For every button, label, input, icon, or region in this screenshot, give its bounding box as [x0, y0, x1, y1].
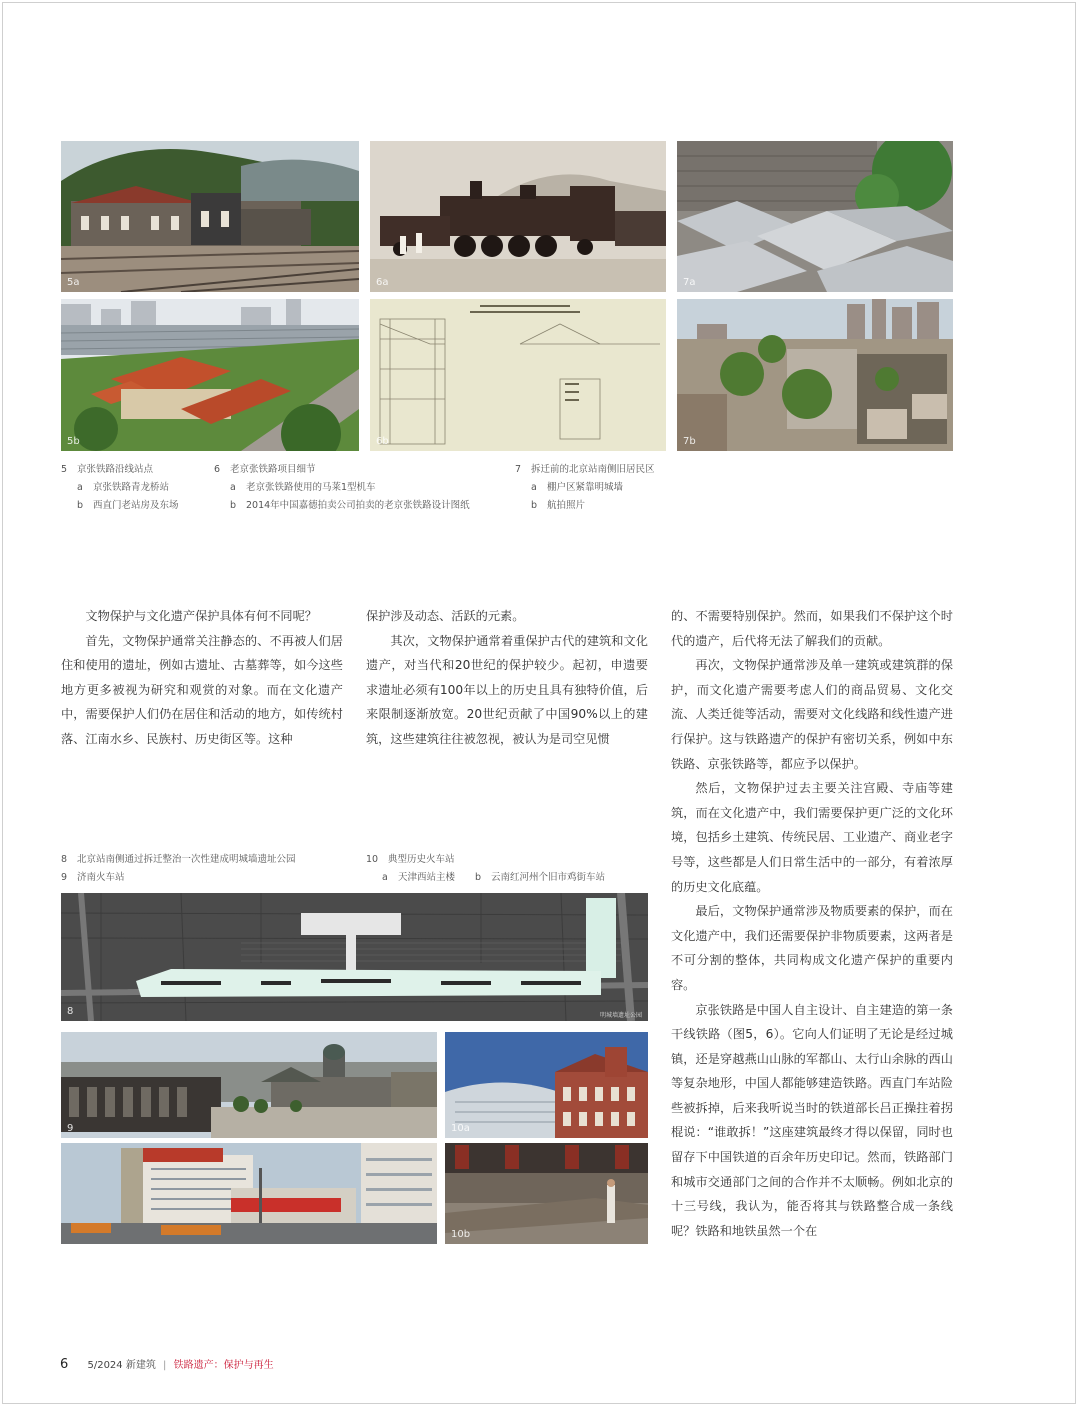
caption-title: 老京张铁路项目细节 [230, 464, 316, 475]
caption-title: 拆迁前的北京站南侧旧居民区 [531, 464, 655, 475]
footer-divider: | [163, 1360, 167, 1371]
paragraph: 京张铁路是中国人自主设计、自主建造的第一条干线铁路（图5，6）。它向人们证明了无论是经过城镇，还是穿越燕山山脉的军都山、太行山余脉的西山等复杂地形，中国人都能够建造铁路。西直门车站险些被拆掉，后来我听说当时的铁道部长吕正操拄着拐棍说：“谁敢拆！”这座建筑最终才得以保留，同时也留存下中国铁道的百余年历史印记。然而，铁路部门和城市交通部门之间的合作并不太顺畅。例如北京的十三号线，我认为，能否将其与铁路整合成一条线呢？铁路和地铁虽然一个在 [671, 1002, 953, 1238]
photo-7b-aerial [677, 299, 953, 451]
caption-title: 典型历史火车站 [388, 854, 455, 865]
paragraph: 的、不需要特别保护。然而，如果我们不保护这个时代的遗产，后代将无法了解我们的贡献。 [671, 609, 953, 648]
caption-6: 6 老京张铁路项目细节 a 老京张铁路使用的马莱1型机车 b 2014年中国嘉德拍卖公司拍卖的老京张铁路设计图纸 [214, 464, 470, 511]
section-title: 铁路遗产：保护与再生 [173, 1360, 274, 1371]
paragraph: 然后，文物保护过去主要关注宫殿、寺庙等建筑，而在文化遗产中，我们需要保护更广泛的文化环境，包括乡土建筑、传统民居、工业遗产、商业老字号等，这些都是人们日常生活中的一部分，有着浓厚的历史文化底蕴。 [671, 781, 953, 894]
caption-sub: 天津西站主楼 [398, 872, 456, 883]
photo-label: 6b [376, 436, 389, 447]
caption-5: 5 京张铁路沿线站点 a 京张铁路青龙桥站 b 西直门老站房及东场 [61, 464, 179, 511]
photo-10b-jijie-station [445, 1143, 648, 1244]
caption-8-9: 8 北京站南侧通过拆迁整治一次性建成明城墙遗址公园 9 济南火车站 [61, 854, 296, 883]
photo-label: 7a [683, 277, 696, 288]
photo-label: 7b [683, 436, 696, 447]
article-column-3 [671, 604, 953, 1243]
article-column-2 [366, 604, 648, 752]
caption-7: 7 拆迁前的北京站南侧旧居民区 a 棚户区紧靠明城墙 b 航拍照片 [515, 464, 655, 511]
caption-title: 济南火车站 [77, 872, 125, 883]
site-plan-map-8 [61, 893, 648, 1021]
map-note: 明城墙遗址公园 [599, 1012, 642, 1019]
issue-label: 5/2024 新建筑 [87, 1360, 156, 1371]
paragraph: 最后，文物保护通常涉及物质要素的保护，而在文化遗产中，我们还需要保护非物质要素，这两者是不可分割的整体，共同构成文化遗产保护的重要内容。 [671, 904, 953, 992]
caption-sub: 2014年中国嘉德拍卖公司拍卖的老京张铁路设计图纸 [246, 500, 470, 511]
photo-10a-tianjin-west [445, 1032, 648, 1138]
photo-label: 8 [67, 1006, 74, 1017]
photo-9-jinan-station-new [61, 1143, 437, 1244]
article-column-1 [61, 604, 343, 752]
photo-6a-mallet-locomotive [370, 141, 666, 292]
photo-label: 10a [451, 1123, 470, 1134]
paragraph: 文物保护与文化遗产保护具体有何不同呢？ [85, 609, 317, 623]
paragraph: 其次，文物保护通常着重保护古代的建筑和文化遗产，对当代和20世纪的保护较少。起初，申遗要求遗址必须有100年以上的历史且具有独特价值，后来限制逐渐放宽。20世纪贡献了中国90%以上的建筑，这些建筑往往被忽视，被认为是司空见惯 [366, 633, 648, 746]
paragraph: 保护涉及动态、活跃的元素。 [366, 609, 525, 623]
photo-5a-qinglongqiao-station [61, 141, 359, 292]
photo-label: 6a [376, 277, 389, 288]
photo-label: 10b [451, 1229, 471, 1240]
caption-sub: 航拍照片 [547, 500, 586, 511]
caption-sub: 老京张铁路使用的马莱1型机车 [246, 482, 376, 493]
photo-9-jinan-station-old [61, 1032, 437, 1138]
caption-sub: 西直门老站房及东场 [93, 500, 179, 511]
photo-6b-design-drawing [370, 299, 666, 451]
paragraph: 首先，文物保护通常关注静态的、不再被人们居住和使用的遗址，例如古遗址、古墓葬等，如今这些地方更多被视为研究和观赏的对象。而在文化遗产中，需要保护人们仍在居住和活动的地方，如传统村落、江南水乡、民族村、历史街区等。这种 [61, 633, 343, 746]
photo-5b-xizhimen-station [61, 299, 359, 451]
photo-7a-shanty-by-city-wall [677, 141, 953, 292]
caption-sub: 云南红河州个旧市鸡街车站 [491, 872, 606, 883]
photo-label: 9 [67, 1123, 74, 1134]
caption-10: 10 典型历史火车站 a 天津西站主楼 b 云南红河州个旧市鸡街车站 [366, 854, 606, 883]
page-footer [60, 1356, 274, 1372]
photo-label: 5a [67, 277, 80, 288]
caption-sub: 京张铁路青龙桥站 [93, 482, 170, 493]
caption-title: 京张铁路沿线站点 [77, 464, 154, 475]
caption-title: 北京站南侧通过拆迁整治一次性建成明城墙遗址公园 [77, 854, 296, 865]
caption-sub: 棚户区紧靠明城墙 [547, 482, 624, 493]
page-number: 6 [60, 1357, 69, 1372]
paragraph: 再次，文物保护通常涉及单一建筑或建筑群的保护，而文化遗产需要考虑人们的商品贸易、文化交流、人类迁徙等活动，需要对文化线路和线性遗产进行保护。这与铁路遗产的保护有密切关系，例如中东铁路、京张铁路等，都应予以保护。 [671, 658, 953, 771]
photo-label: 5b [67, 436, 80, 447]
